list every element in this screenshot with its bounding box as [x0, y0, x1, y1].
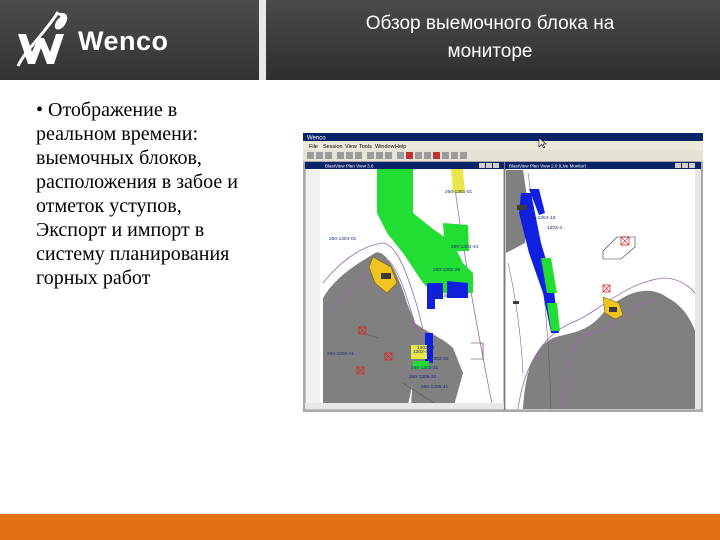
header-divider — [259, 0, 266, 80]
title-line: мониторе — [447, 41, 533, 62]
title-line: Обзор выемочного блока на — [365, 13, 615, 34]
left-window-close-button[interactable] — [493, 163, 499, 168]
block-label: 1302-48 — [413, 350, 431, 355]
menu-item-help[interactable]: Help — [395, 144, 407, 150]
toolbar — [303, 150, 703, 161]
app-title-bar — [303, 133, 703, 141]
left-window-scrollbar[interactable] — [305, 403, 504, 409]
bullet-line: систему планирования — [36, 243, 230, 265]
app-title: Wenco — [307, 135, 326, 142]
wenco-logo-icon — [12, 8, 72, 70]
toolbar-icons[interactable] — [307, 152, 467, 159]
right-window-minimize-button[interactable] — [675, 163, 681, 168]
block-label: 1302-25 — [431, 357, 449, 362]
left-window-maximize-button[interactable] — [486, 163, 492, 168]
block-label: 260-1305-41 — [421, 385, 449, 390]
menu-item-tools[interactable]: Tools — [359, 144, 372, 150]
block-label: 1303-4 — [547, 226, 562, 231]
left-window-minimize-button[interactable] — [479, 163, 485, 168]
slide-title — [300, 10, 680, 66]
monitor-screenshot — [303, 133, 703, 412]
bullet-line: Экспорт и импорт в — [36, 219, 205, 241]
block-label: 260-1303-44 — [451, 245, 479, 250]
block-label: 260-1304-01 — [329, 237, 357, 242]
bullet-text — [36, 98, 296, 290]
bullet-line: горных работ — [36, 267, 151, 289]
right-map-window[interactable] — [505, 162, 701, 410]
slide-header — [0, 0, 720, 80]
menu-item-session[interactable]: Session — [323, 144, 343, 150]
right-window-close-button[interactable] — [689, 163, 695, 168]
block-dark — [513, 301, 519, 304]
block-label: 260-1304-13 — [528, 216, 556, 221]
right-window-maximize-button[interactable] — [682, 163, 688, 168]
block-dark — [517, 205, 527, 210]
block-label: 1302-24 — [417, 346, 435, 351]
block-label: 260-1301-01 — [445, 190, 473, 195]
menu-item-file[interactable]: File — [309, 144, 318, 150]
right-window-scrollbar[interactable] — [695, 170, 701, 409]
bullet-line: реальном времени: — [36, 123, 199, 145]
block-label: 260-1302-24 — [431, 294, 459, 299]
menu-item-window[interactable]: Window — [375, 144, 395, 150]
menu-item-view[interactable]: View — [345, 144, 357, 150]
bullet-line: • Отображение в — [36, 99, 178, 121]
bullet-line: расположения в забое и — [36, 171, 238, 193]
right-window-title: BlastView Plan View 2.0 (Live Monitor) — [509, 163, 587, 169]
slide-footer — [0, 514, 720, 540]
logo-text: Wenco — [78, 26, 169, 56]
bullet-line: отметок уступов, — [36, 195, 182, 217]
block-label: 260-1305-22 — [409, 375, 437, 380]
left-window-title: BlastView Plan View 3.0 — [325, 163, 374, 169]
logo-area — [0, 0, 258, 80]
left-map-window[interactable] — [305, 162, 504, 410]
bullet-line: выемочных блоков, — [36, 147, 202, 169]
block-label: 260-1302-41 — [327, 352, 355, 357]
block-label: 260-1302-21 — [411, 366, 439, 371]
block-label: 260-1302-25 — [433, 268, 461, 273]
